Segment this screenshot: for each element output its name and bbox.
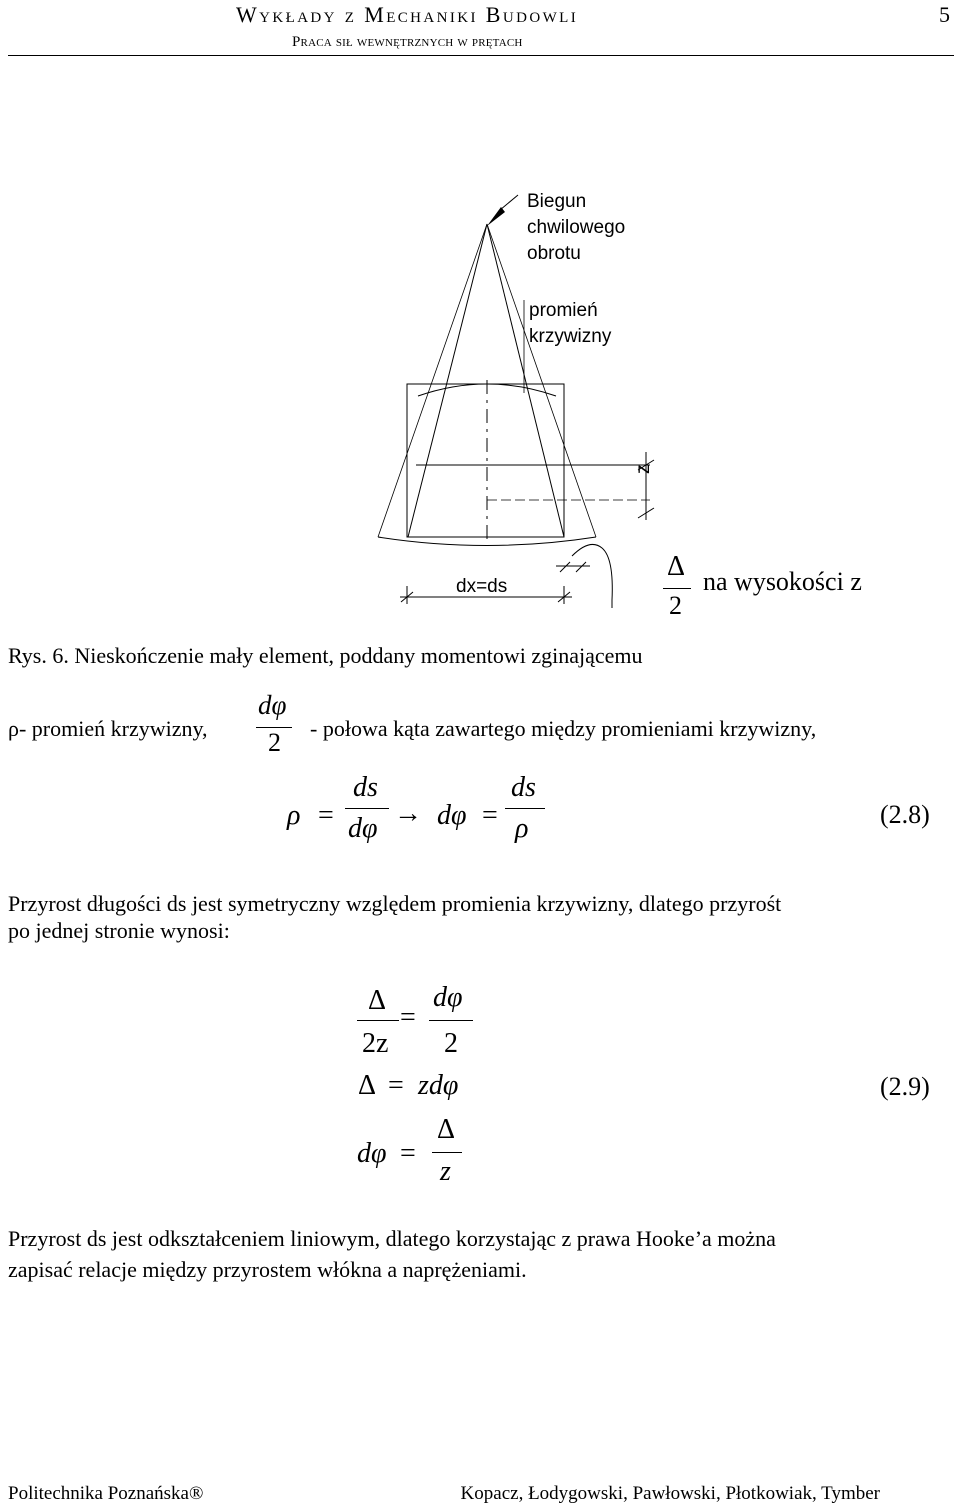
paragraph-1-line-2: po jednej stronie wynosi:	[8, 918, 230, 943]
z-label: z	[633, 464, 654, 474]
pole-label-line-2: chwilowego	[527, 217, 626, 238]
eq29-line2-delta: Δ	[358, 1070, 377, 1101]
right-radius-line	[487, 224, 564, 537]
pole-label-line-3: obrotu	[527, 243, 581, 264]
eq28-ds-1: ds	[353, 772, 378, 803]
eq28-rho-den: ρ	[515, 813, 529, 844]
footer-left: Politechnika Poznańska®	[8, 1483, 204, 1504]
eq29-delta-num: Δ	[368, 985, 387, 1016]
paragraph-1-line-1: Przyrost długości ds jest symetryczny względem promienia krzywizny, dlatego przyrośt	[8, 891, 782, 916]
eq29-fraction-bar-3	[432, 1152, 462, 1153]
pole-label-line-1: Biegun	[527, 191, 587, 212]
eq29-two: 2	[444, 1028, 458, 1059]
pole-arrow	[487, 207, 505, 226]
eq29-number: (2.9)	[880, 1072, 930, 1101]
eq29-dphi-num: dφ	[433, 982, 463, 1013]
header-title: Wykłady z Mechaniki Budowli	[236, 2, 579, 27]
left-radius-line	[408, 224, 487, 537]
eq29-equals-3: =	[400, 1138, 416, 1169]
eq28-number: (2.8)	[880, 800, 930, 829]
element-rectangle	[407, 384, 564, 537]
eq29-equals-2: =	[388, 1070, 404, 1101]
eq29-delta-num-2: Δ	[437, 1114, 456, 1145]
delta-leader	[572, 544, 612, 608]
eq29-2z: 2z	[362, 1028, 389, 1059]
eq28-equals-2: =	[482, 800, 498, 831]
eq29-line3-dphi: dφ	[357, 1138, 387, 1169]
rho-definition: ρ- promień krzywizny,	[8, 716, 208, 741]
eq29-zdphi: zdφ	[418, 1070, 459, 1101]
eq28-fraction-bar-2	[505, 808, 545, 809]
eq28-arrow: →	[394, 798, 422, 829]
bending-element-figure	[0, 0, 960, 640]
half-angle-definition: - połowa kąta zawartego między promieniami krzywizny,	[310, 716, 817, 741]
dphi-numerator: dφ	[258, 690, 287, 720]
eq28-dphi: dφ	[437, 800, 467, 831]
figure-caption: Rys. 6. Nieskończenie mały element, poddany momentowi zginającemu	[8, 643, 643, 668]
dphi-denominator: 2	[268, 728, 281, 757]
eq29-fraction-bar-2	[429, 1020, 473, 1021]
eq28-dphi-den: dφ	[348, 813, 378, 844]
eq29-fraction-bar-1	[357, 1020, 399, 1021]
radius-label-line-2: krzywizny	[529, 326, 612, 347]
delta-fraction-bar	[663, 588, 691, 589]
delta-denominator: 2	[669, 591, 682, 620]
page-number: 5	[939, 2, 950, 27]
eq28-equals-1: =	[318, 800, 334, 831]
eq29-z-den: z	[440, 1156, 451, 1187]
height-note: na wysokości z	[703, 567, 862, 596]
paragraph-2-line-2: zapisać relacje między przyrostem włókna a naprężeniami.	[8, 1257, 527, 1282]
eq29-equals-1: =	[400, 1002, 416, 1033]
header-subtitle: Praca sił wewnętrznych w prętach	[292, 34, 523, 50]
eq28-ds-2: ds	[511, 772, 536, 803]
eq28-rho: ρ	[287, 800, 301, 831]
paragraph-2-line-1: Przyrost ds jest odkształceniem liniowym, dlatego korzystając z prawa Hooke’a można	[8, 1226, 776, 1251]
dx-label: dx=ds	[456, 576, 508, 597]
footer-right: Kopacz, Łodygowski, Pawłowski, Płotkowiak, Tymber	[460, 1483, 880, 1504]
radius-label-line-1: promień	[529, 300, 598, 321]
eq28-fraction-bar-1	[345, 808, 389, 809]
delta-numerator: Δ	[667, 551, 686, 582]
